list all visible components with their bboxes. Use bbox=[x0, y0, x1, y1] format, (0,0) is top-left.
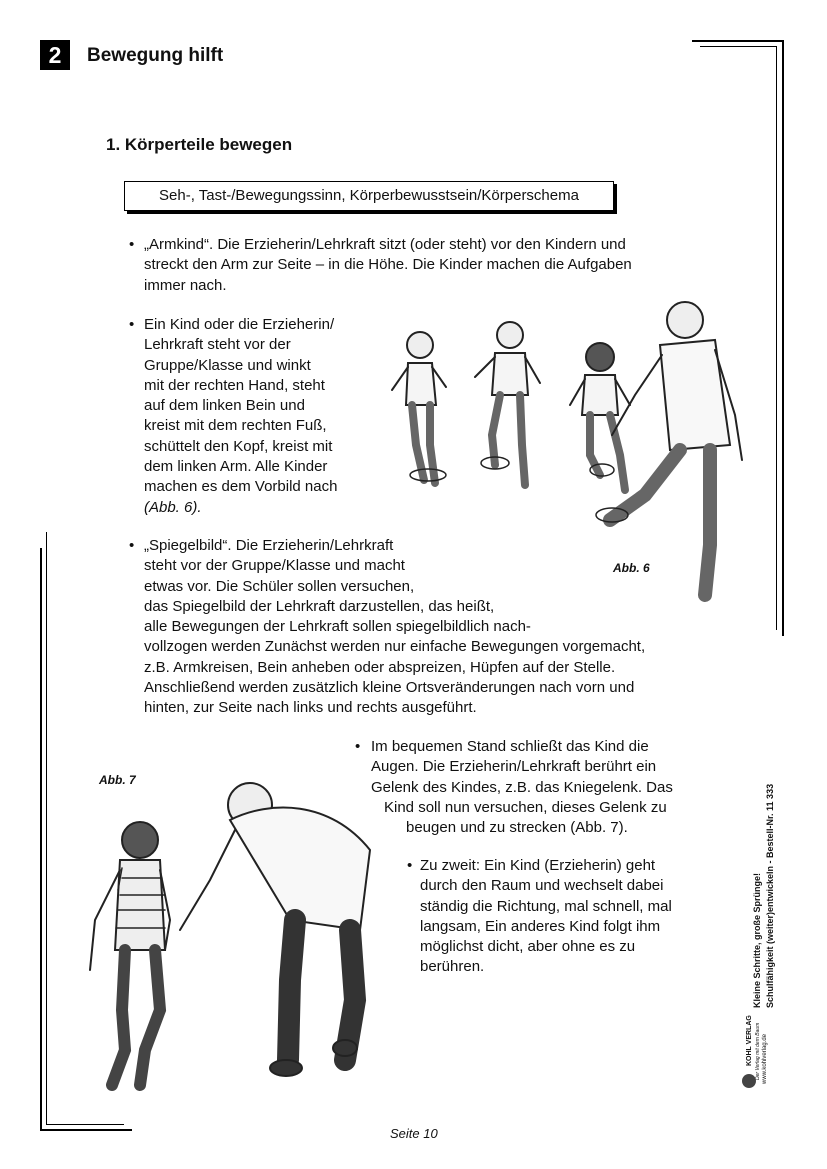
bullet-armkind: „Armkind“. Die Erzieherin/Lehrkraft sitzt (oder steht) vor den Kindern und streckt den Arm zur Seite – in die Höhe. Die Kinder machen die Aufgaben immer nach. bbox=[144, 236, 632, 294]
frame-line bbox=[782, 40, 784, 636]
sidebar-order-number: Schulfähigkeit (weiter)entwickeln - Bestell-Nr. 11 333 bbox=[765, 783, 775, 1008]
section-heading: 1. Körperteile bewegen bbox=[106, 135, 293, 154]
bullet-marker: • bbox=[407, 857, 413, 874]
publisher-name: KOHL VERLAG bbox=[746, 1015, 753, 1066]
frame-line bbox=[776, 46, 777, 630]
chapter-title: Bewegung hilft bbox=[87, 45, 224, 66]
frame-line bbox=[46, 532, 47, 1125]
bullet-marker: • bbox=[129, 316, 135, 333]
bullet-vorbild: Ein Kind oder die Erzieherin/ Lehrkraft steht vor der Gruppe/Klasse und winkt mit der rechten Hand, steht auf dem linken Bein und kreist mit dem rechten Fuß, schüttelt den Kopf, kreist mit dem linken Arm. Alle Kinder machen es dem Vorbild nach (Abb. 6). bbox=[144, 316, 338, 516]
tree-icon bbox=[742, 1074, 756, 1088]
bullet-spiegelbild: „Spiegelbild“. Die Erzieherin/Lehrkraft steht vor der Gruppe/Klasse und macht etwas vor. Die Schüler sollen versuchen, das Spiegelbild der Lehrkraft darzustellen, das heißt, alle Bewegungen der Lehrkraft sollen spiegelbildlich nach- vollzogen werden Zunächst werden nur einfache Bewegungen vorgemacht, z.B. Armkreisen, Bein anheben oder abspreizen, Hüpfen auf der Stelle. Anschließend werden zusätzlich kleine Ortsveränderungen nach vorn und hinten, zur Seite nach links und rechts ausgeführt. bbox=[144, 537, 646, 717]
publisher-logo bbox=[738, 1015, 768, 1090]
sidebar-book-title: Kleine Schritte, große Sprünge! bbox=[752, 872, 762, 1008]
chapter-number: 2 bbox=[40, 40, 70, 70]
frame-line bbox=[692, 40, 784, 42]
publisher-slogan: Der Verlag mit dem Baum bbox=[755, 1022, 761, 1080]
frame-line bbox=[40, 1129, 132, 1131]
page-number: Seite 10 bbox=[390, 1126, 438, 1141]
frame-line bbox=[40, 548, 42, 1131]
topic-box: Seh-, Tast-/Bewegungssinn, Körperbewusstsein/Körperschema bbox=[124, 181, 614, 211]
bullet-zuzweit: Zu zweit: Ein Kind (Erzieherin) geht durch den Raum und wechselt dabei ständig die Richtung, mal schnell, mal langsam, Ein anderes Kind folgt ihm möglichst dicht, aber ohne es zu berühren. bbox=[420, 857, 672, 976]
bullet-marker: • bbox=[355, 738, 361, 755]
frame-line bbox=[46, 1124, 124, 1125]
frame-line bbox=[700, 46, 776, 47]
bullet-gelenk: Im bequemen Stand schließt das Kind die Augen. Die Erzieherin/Lehrkraft berührt ein Gelenk des Kindes, z.B. das Kniegelenk. Das Kind soll nun versuchen, dieses Gelenk zu beugen und zu strecken (Abb. 7). bbox=[371, 738, 673, 837]
illustration-abb7 bbox=[70, 760, 390, 1105]
caption-abb7: Abb. 7 bbox=[99, 773, 136, 787]
caption-abb6: Abb. 6 bbox=[613, 561, 650, 575]
bullet-marker: • bbox=[129, 537, 135, 554]
bullet-marker: • bbox=[129, 236, 135, 253]
publisher-url: www.kohlverlag.de bbox=[762, 1033, 768, 1084]
